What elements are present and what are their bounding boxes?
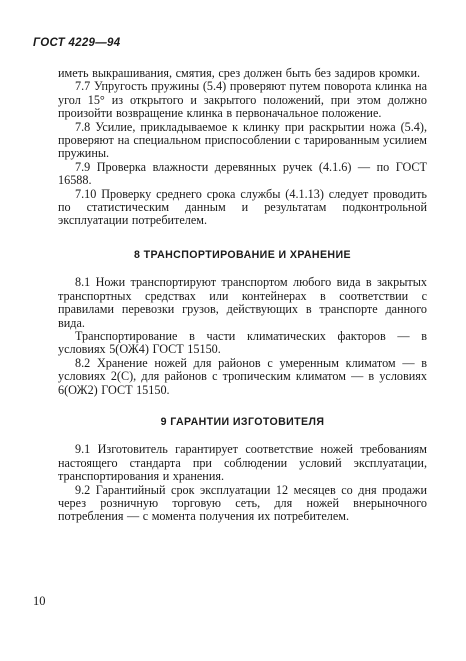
- section-9-heading: 9 ГАРАНТИИ ИЗГОТОВИТЕЛЯ: [160, 415, 325, 428]
- paragraph-7-9: 7.9 Проверка влажности деревянных ручек (4.1.6) — по ГОСТ 16588.: [58, 159, 427, 188]
- paragraph-8-1: 8.1 Ножи транспортируют транспортом любого вида в закрытых транспортных средствах или контейнерах в соответствии с правилами перевозки грузов, действующих в транспорте данного вида.: [58, 275, 427, 330]
- page-header: ГОСТ 4229—94: [33, 37, 121, 49]
- section-8-heading: 8 ТРАНСПОРТИРОВАНИЕ И ХРАНЕНИЕ: [134, 248, 351, 261]
- paragraph-7-7: 7.7 Упругость пружины (5.4) проверяют путем поворота клинка на угол 15° из открытого и закрытого положений, при этом должно произойти возвращение клинка в первоначальное положение.: [58, 79, 427, 121]
- paragraph-7-8: 7.8 Усилие, прикладываемое к клинку при раскрытии ножа (5.4), проверяют на специальном приспособлении с тарированным усилием пружины.: [58, 119, 427, 161]
- paragraph-7-10: 7.10 Проверку среднего срока службы (4.1.13) следует проводить по статистическим данным и результатам подконтрольной эксплуатации потребителем.: [58, 186, 427, 228]
- paragraph-7-6-continued: иметь выкрашивания, смятия, срез должен быть без задиров кромки.: [58, 66, 421, 80]
- paragraph-8-2: 8.2 Хранение ножей для районов с умеренным климатом — в условиях 2(С), для районов с тропическим климатом — в условиях 6(ОЖ2) ГОСТ 15150.: [58, 355, 427, 397]
- paragraph-9-1: 9.1 Изготовитель гарантирует соответствие ножей требованиям настоящего стандарта при соблюдении условий эксплуатации, транспортирования и хранения.: [58, 442, 427, 484]
- page-number: 10: [33, 594, 46, 608]
- paragraph-8-1-transport: Транспортирование в части климатических факторов — в условиях 5(ОЖ4) ГОСТ 15150.: [58, 328, 427, 357]
- paragraph-9-2: 9.2 Гарантийный срок эксплуатации 12 месяцев со дня продажи через розничную торговую сеть, для ножей внерыночного потребления — с момента получения их потребителем.: [58, 482, 427, 524]
- document-body: [58, 67, 427, 524]
